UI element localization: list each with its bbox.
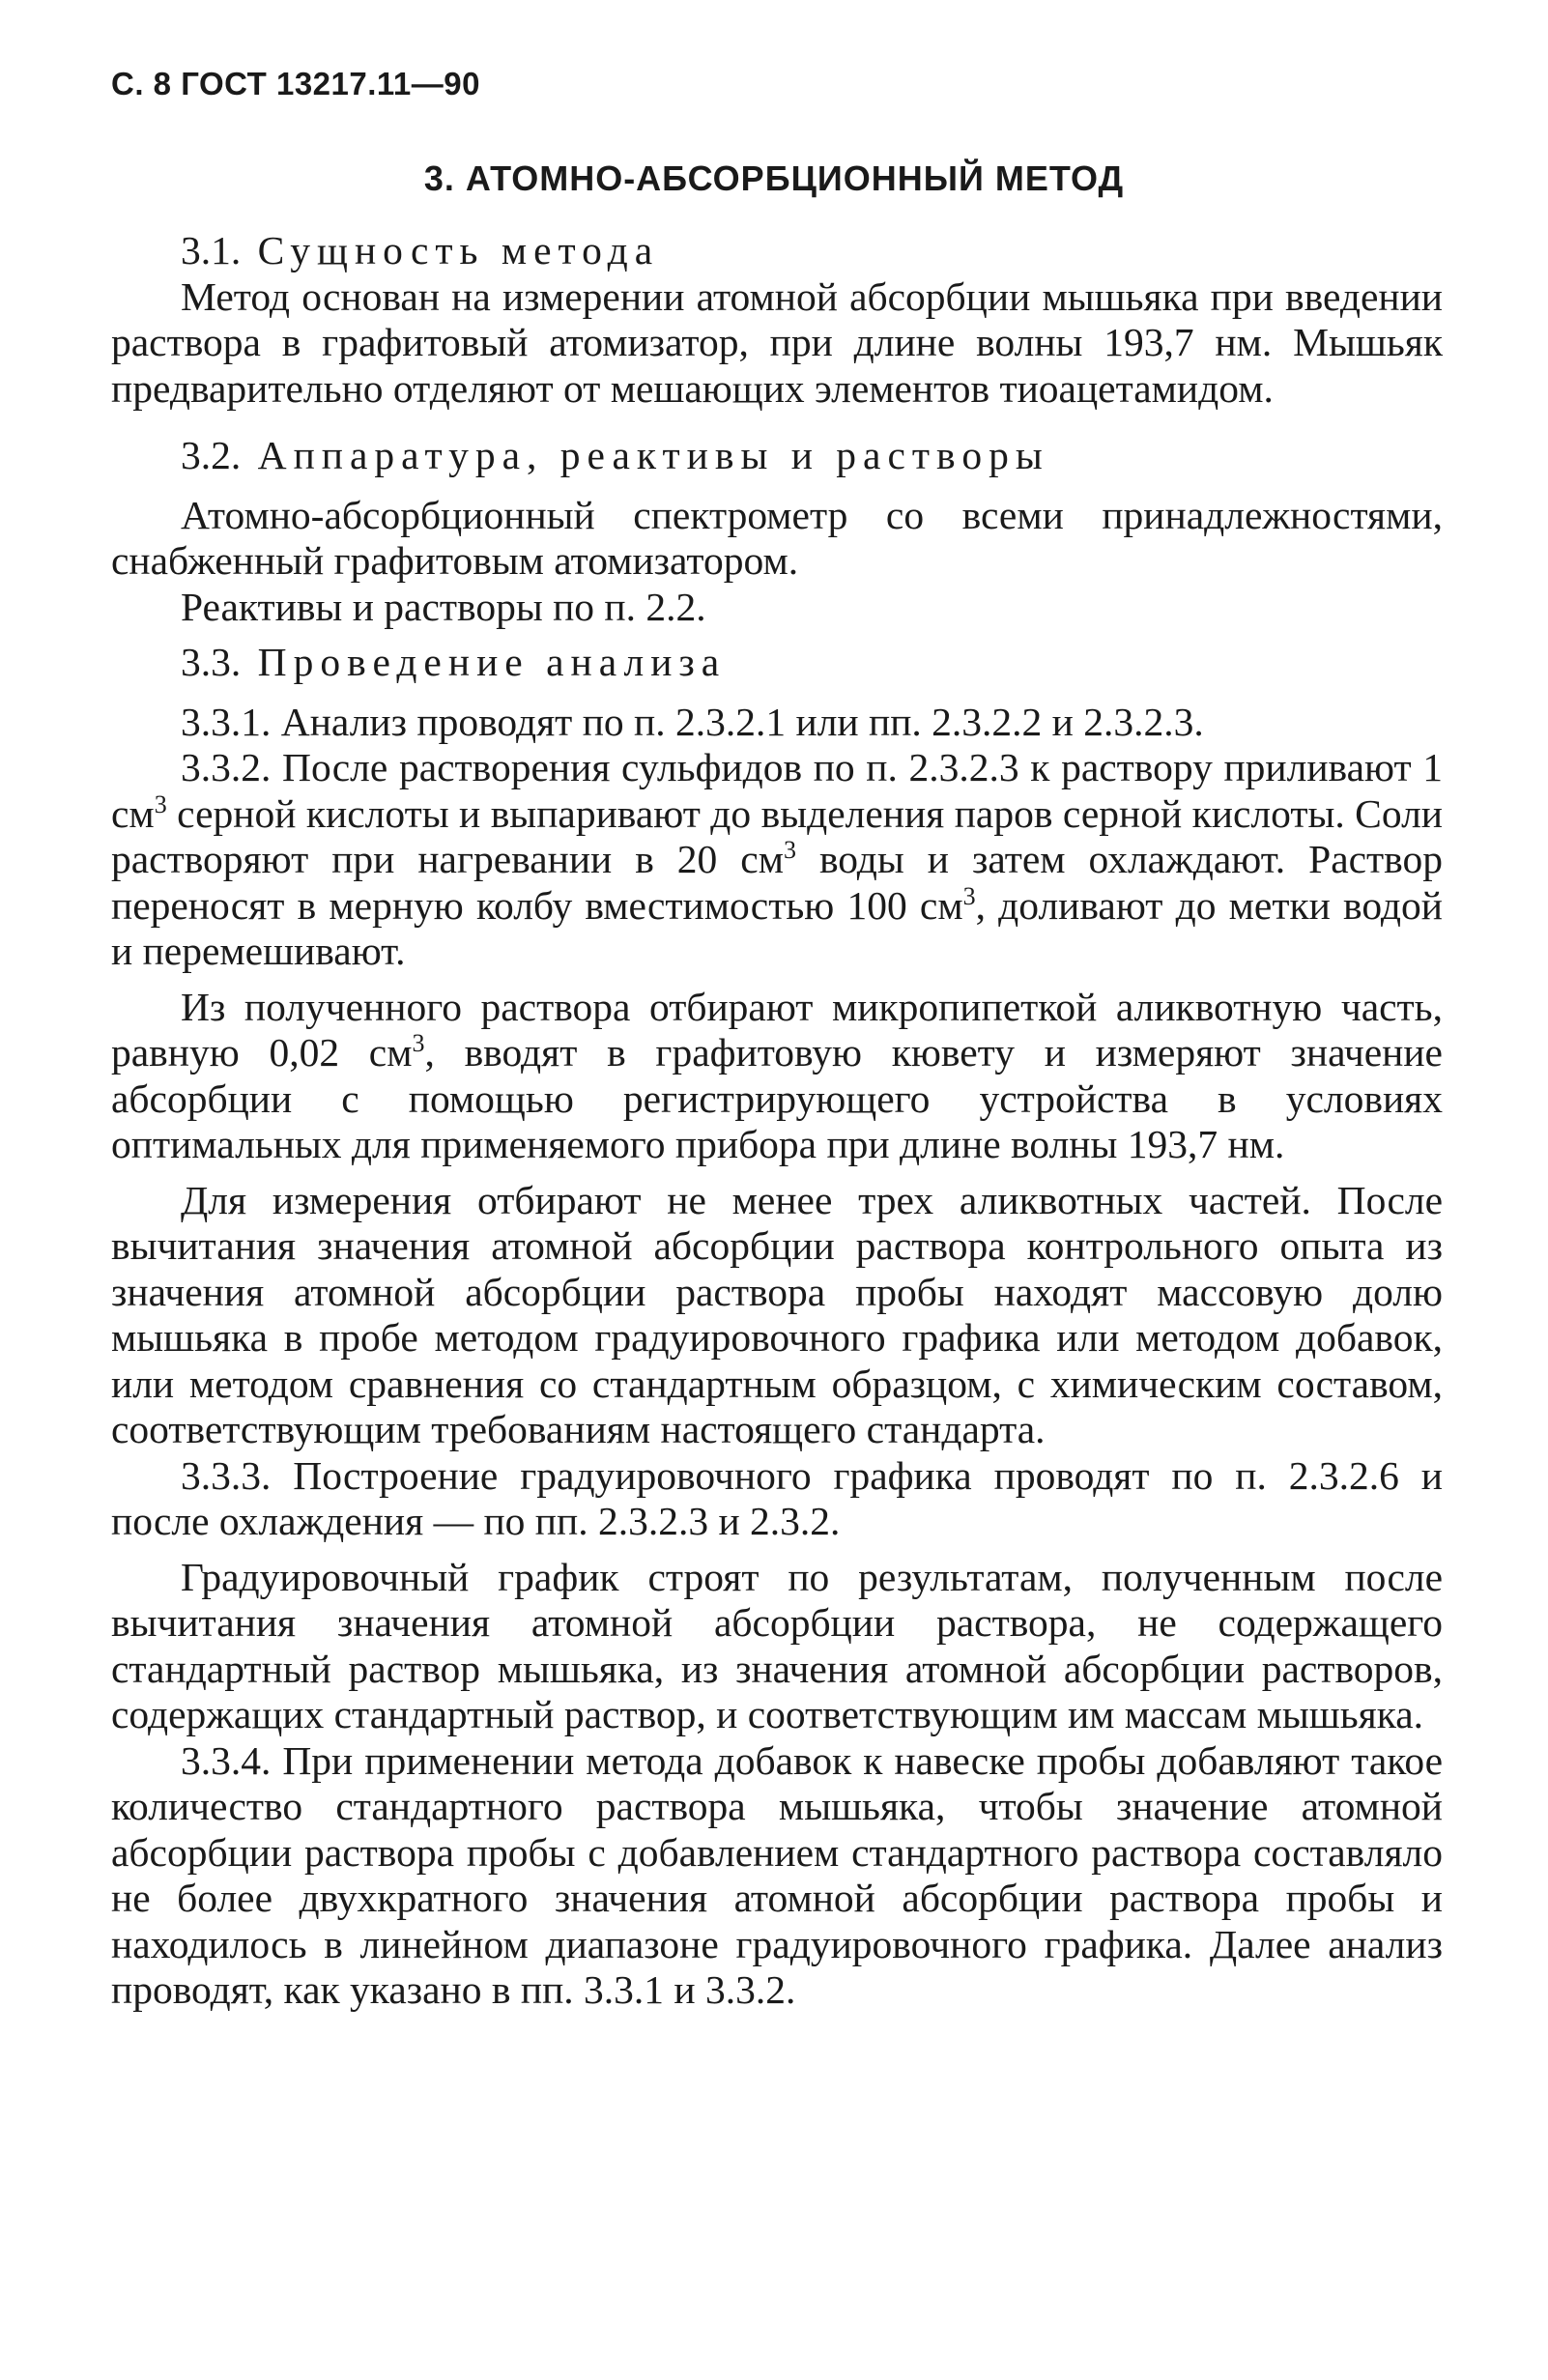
- text-run: , доливают до метки водой и перемешивают.: [111, 882, 1443, 973]
- subsection-number: 3.2.: [181, 433, 242, 477]
- subsection-heading-3-1: [111, 228, 1443, 274]
- paragraph-aliquot: [111, 985, 1443, 1168]
- text-run: , вводят в графитовую кювету и измеряют значение абсорбции с помощью регистрирующего устройства в условиях оптимальных для применяемого прибора при длине волны 193,7 нм.: [111, 1030, 1443, 1166]
- paragraph-3-3-1: 3.3.1. Анализ проводят по п. 2.3.2.1 или пп. 2.3.2.2 и 2.3.2.3.: [181, 699, 1204, 744]
- exponent: 3: [412, 1029, 425, 1057]
- exponent: 3: [154, 789, 167, 818]
- text-run: серной кислоты и выпаривают до выделения паров серной кислоты. Соли растворяют при нагревании в 20 см: [111, 790, 1443, 881]
- subsection-heading-3-2: [111, 433, 1443, 479]
- text-run: Из полученного раствора отбирают микропипеткой аликвотную часть, равную 0,02 см: [111, 984, 1443, 1075]
- section-title: 3. АТОМНО-АБСОРБЦИОННЫЙ МЕТОД: [423, 158, 1125, 198]
- subsection-heading-3-3: [111, 640, 1443, 686]
- paragraph-3-3-2: [111, 745, 1443, 975]
- paragraph-3-1-method-principle: Метод основан на измерении атомной абсорбции мышьяка при введении раствора в графитовый атомизатор, при длине волны 193,7 нм. Мышьяк предварительно отделяют от мешающих элементов тиоацетамидом.: [111, 273, 1443, 411]
- subsection-number: 3.1.: [181, 228, 242, 272]
- text-run: 3.3.2. После растворения сульфидов по п. 2.3.2.3 к раствору приливают 1 см: [111, 745, 1443, 836]
- subsection-title: Сущность метода: [257, 228, 660, 272]
- exponent: 3: [962, 881, 976, 910]
- body-text: [111, 228, 1443, 2014]
- subsection-title: Проведение анализа: [257, 640, 727, 684]
- paragraph-3-3-4: 3.3.4. При применении метода добавок к навеске пробы добавляют такое количество стандартного раствора мышьяка, чтобы значение атомной абсорбции раствора пробы с добавлением стандартного раствора составляло не более двухкратного значения атомной абсорбции раствора пробы и находилось в линейном диапазоне градуировочного графика. Далее анализ проводят, как указано в пп. 3.3.1 и 3.3.2.: [111, 1737, 1443, 2012]
- text-run: воды и затем охлаждают. Раствор переносят в мерную колбу вместимостью 100 см: [111, 837, 1443, 928]
- exponent: 3: [783, 836, 796, 864]
- paragraph-3-3-3: 3.3.3. Построение градуировочного графика проводят по п. 2.3.2.6 и после охлаждения — по пп. 2.3.2.3 и 2.3.2.: [111, 1452, 1443, 1543]
- paragraph-3-2-reagents: Реактивы и растворы по п. 2.2.: [181, 584, 706, 629]
- running-head: С. 8 ГОСТ 13217.11—90: [111, 66, 480, 101]
- subsection-title: Аппаратура, реактивы и растворы: [257, 433, 1049, 477]
- paragraph-calibration-graph: Градуировочный график строят по результатам, полученным после вычитания значения атомной абсорбции раствора, не содержащего стандартный раствор мышьяка, из значения атомной абсорбции растворов, содержащих стандартный раствор, и соответствующим им массам мышьяка.: [111, 1554, 1443, 1736]
- subsection-number: 3.3.: [181, 640, 242, 684]
- paragraph-measurement: Для измерения отбирают не менее трех аликвотных частей. После вычитания значения атомной абсорбции раствора контрольного опыта из значения атомной абсорбции раствора пробы находят массовую долю мышьяка в пробе методом градуировочного графика или методом добавок, или методом сравнения со стандартным образцом, с химическим составом, соответствующим требованиям настоящего стандарта.: [111, 1177, 1443, 1451]
- paragraph-3-2-apparatus: Атомно-абсорбционный спектрометр со всеми принадлежностями, снабженный графитовым атомизатором.: [111, 492, 1443, 583]
